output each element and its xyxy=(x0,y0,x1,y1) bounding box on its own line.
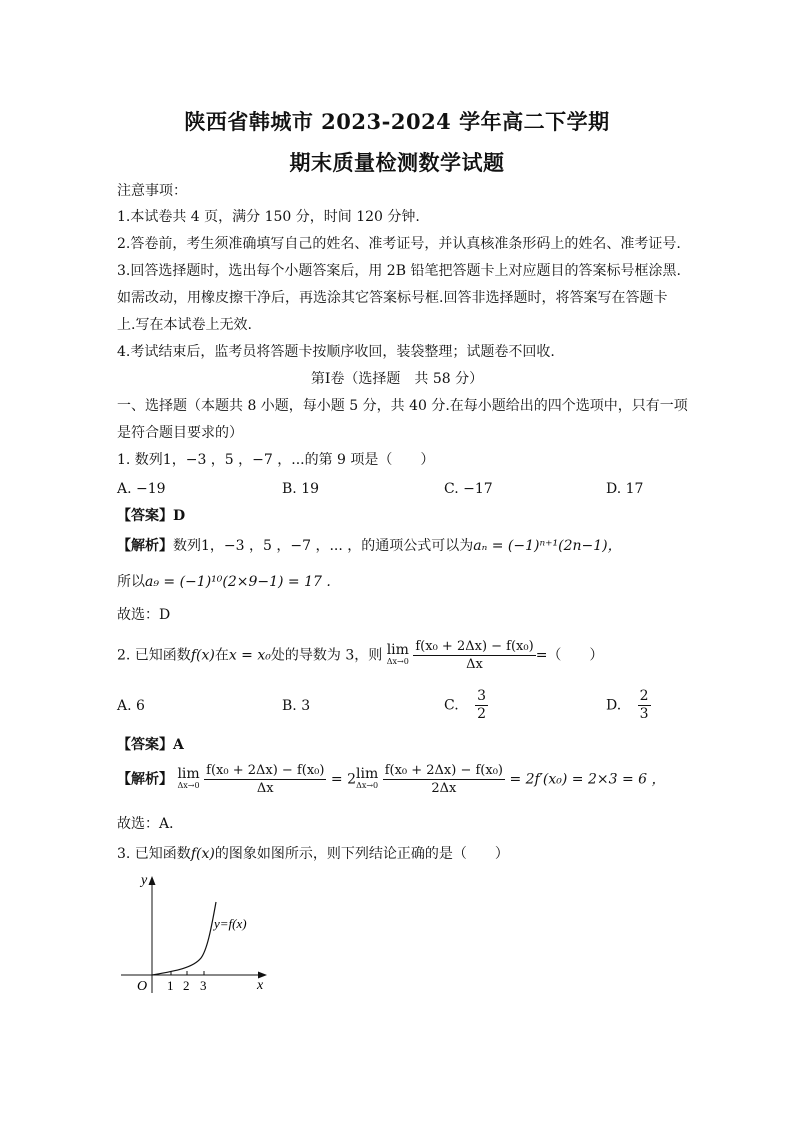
q2-option-b: B. 3 xyxy=(282,698,311,714)
q2-answer: 【答案】A xyxy=(117,737,184,753)
lim-subscript: Δx→0 xyxy=(356,780,379,790)
q2-analysis xyxy=(117,762,734,797)
notice-item: 上.写在本试卷上无效. xyxy=(117,317,252,333)
q2-stem xyxy=(117,638,734,673)
q1-so-prefix: 所以 xyxy=(117,574,145,590)
q3-function-graph xyxy=(115,868,275,998)
lim-word: lim xyxy=(386,641,409,658)
q2-eq2: = 2f′(x₀) = 2×3 = 6 ， xyxy=(509,771,666,788)
fraction-numerator: f(x₀ + 2Δx) − f(x₀) xyxy=(415,639,534,654)
q2-eq1: = 2 xyxy=(330,771,356,788)
q2-limit xyxy=(386,641,409,667)
q1-analysis-text: 数列1，−3 ，5 ，−7 ，... ，的通项公式可以为 xyxy=(173,538,474,554)
q2-stem-prefix: 2. 已知函数 xyxy=(117,647,191,664)
notice-item: 2.答卷前，考生须准确填写自己的姓名、准考证号，并认真核准条形码上的姓名、准考证号. xyxy=(117,236,681,252)
q2-analysis-fraction2 xyxy=(383,762,505,797)
lim-word: lim xyxy=(356,765,379,782)
fraction-numerator: f(x₀ + 2Δx) − f(x₀) xyxy=(206,763,325,778)
fraction-denominator: 3 xyxy=(639,706,649,722)
notice-item: 4.考试结束后，监考员将答题卡按顺序收回，装袋整理；试题卷不回收. xyxy=(117,344,555,360)
q1-formula-a9: a₉ = (−1)¹⁰(2×9−1) = 17 . xyxy=(145,574,331,590)
analysis-label: 【解析】 xyxy=(117,538,173,554)
q1-option-d: D. 17 xyxy=(606,481,644,497)
exam-title-line2: 期末质量检测数学试题 xyxy=(289,150,505,175)
option-label: C. xyxy=(444,697,459,714)
notice-item: 1.本试卷共 4 页，满分 150 分，时间 120 分钟. xyxy=(117,209,420,225)
fraction-numerator: 2 xyxy=(639,688,649,704)
q2-analysis-fraction1 xyxy=(204,762,326,797)
q2-stem-suffix: =（ ） xyxy=(535,647,604,664)
notice-item: 3.回答选择题时，选出每个小题答案后，用 2B 铅笔把答题卡上对应题目的答案标号框涂黑. xyxy=(117,263,681,279)
notice-header: 注意事项： xyxy=(117,183,187,199)
q1-so-line xyxy=(117,573,734,591)
option-fraction xyxy=(475,688,488,723)
curve-label: y=f(x) xyxy=(214,916,247,931)
q1-option-c: C. −17 xyxy=(444,481,493,497)
option-fraction xyxy=(638,688,651,723)
q3-stem-prefix: 3. 已知函数 xyxy=(117,846,191,862)
q2-option-a: A. 6 xyxy=(117,698,145,714)
q2-stem-mid: 在 xyxy=(214,647,229,664)
y-axis-label: y xyxy=(141,873,148,888)
q3-stem xyxy=(117,845,734,863)
q2-option-c xyxy=(444,688,488,723)
x-tick-label: 2 xyxy=(183,978,190,993)
x-tick-label: 1 xyxy=(167,978,174,993)
q1-answer: 【答案】D xyxy=(117,508,186,524)
q3-stem-suffix: 的图象如图所示，则下列结论正确的是（ ） xyxy=(214,846,509,862)
section-heading-cont: 是符合题目要求的） xyxy=(117,425,243,441)
fraction-numerator: 3 xyxy=(477,688,487,704)
fraction-numerator: f(x₀ + 2Δx) − f(x₀) xyxy=(384,763,503,778)
y-axis-arrow xyxy=(149,876,156,885)
x-tick-label: 3 xyxy=(200,978,207,993)
part-title: 第Ⅰ卷（选择题 共 58 分） xyxy=(310,371,484,387)
q2-stem-mid2: 处的导数为 3，则 xyxy=(270,647,383,664)
q2-option-d xyxy=(606,688,651,723)
q2-fx: f(x) xyxy=(190,647,215,664)
fraction-denominator: 2 xyxy=(477,706,487,722)
section-heading: 一、选择题（本题共 8 小题，每小题 5 分，共 40 分.在每小题给出的四个选项中，只有一项 xyxy=(117,398,688,414)
fraction-denominator: Δx xyxy=(413,655,535,673)
q2-fraction xyxy=(413,638,535,673)
q1-formula-an: aₙ = (−1)ⁿ⁺¹(2n−1)， xyxy=(473,538,622,554)
option-label: D. xyxy=(606,697,622,714)
q2-x-eq: x = x₀ xyxy=(228,647,271,664)
notice-item: 如需改动，用橡皮擦干净后，再选涂其它答案标号框.回答非选择题时，将答案写在答题卡 xyxy=(117,290,668,306)
q3-fx: f(x) xyxy=(190,846,215,862)
lim-subscript: Δx→0 xyxy=(177,780,200,790)
fraction-denominator: Δx xyxy=(204,779,326,797)
lim-word: lim xyxy=(177,765,200,782)
q1-analysis xyxy=(117,537,734,555)
q1-option-a: A. −19 xyxy=(117,481,166,497)
x-axis-label: x xyxy=(257,978,264,993)
q1-option-b: B. 19 xyxy=(282,481,320,497)
q2-conclusion: 故选：A． xyxy=(117,816,184,832)
q2-analysis-limit xyxy=(177,765,200,791)
exam-title-line1: 陕西省韩城市 2023-2024 学年高二下学期 xyxy=(184,109,610,134)
q1-conclusion: 故选：D xyxy=(117,607,171,623)
analysis-label: 【解析】 xyxy=(117,771,173,788)
lim-subscript: Δx→0 xyxy=(386,656,409,666)
q1-stem: 1. 数列1，−3 ，5 ，−7 ，...的第 9 项是（ ） xyxy=(117,452,435,468)
origin-label: O xyxy=(137,979,148,994)
q2-analysis-limit2 xyxy=(356,765,379,791)
function-curve xyxy=(152,902,216,975)
fraction-denominator: 2Δx xyxy=(383,779,505,797)
